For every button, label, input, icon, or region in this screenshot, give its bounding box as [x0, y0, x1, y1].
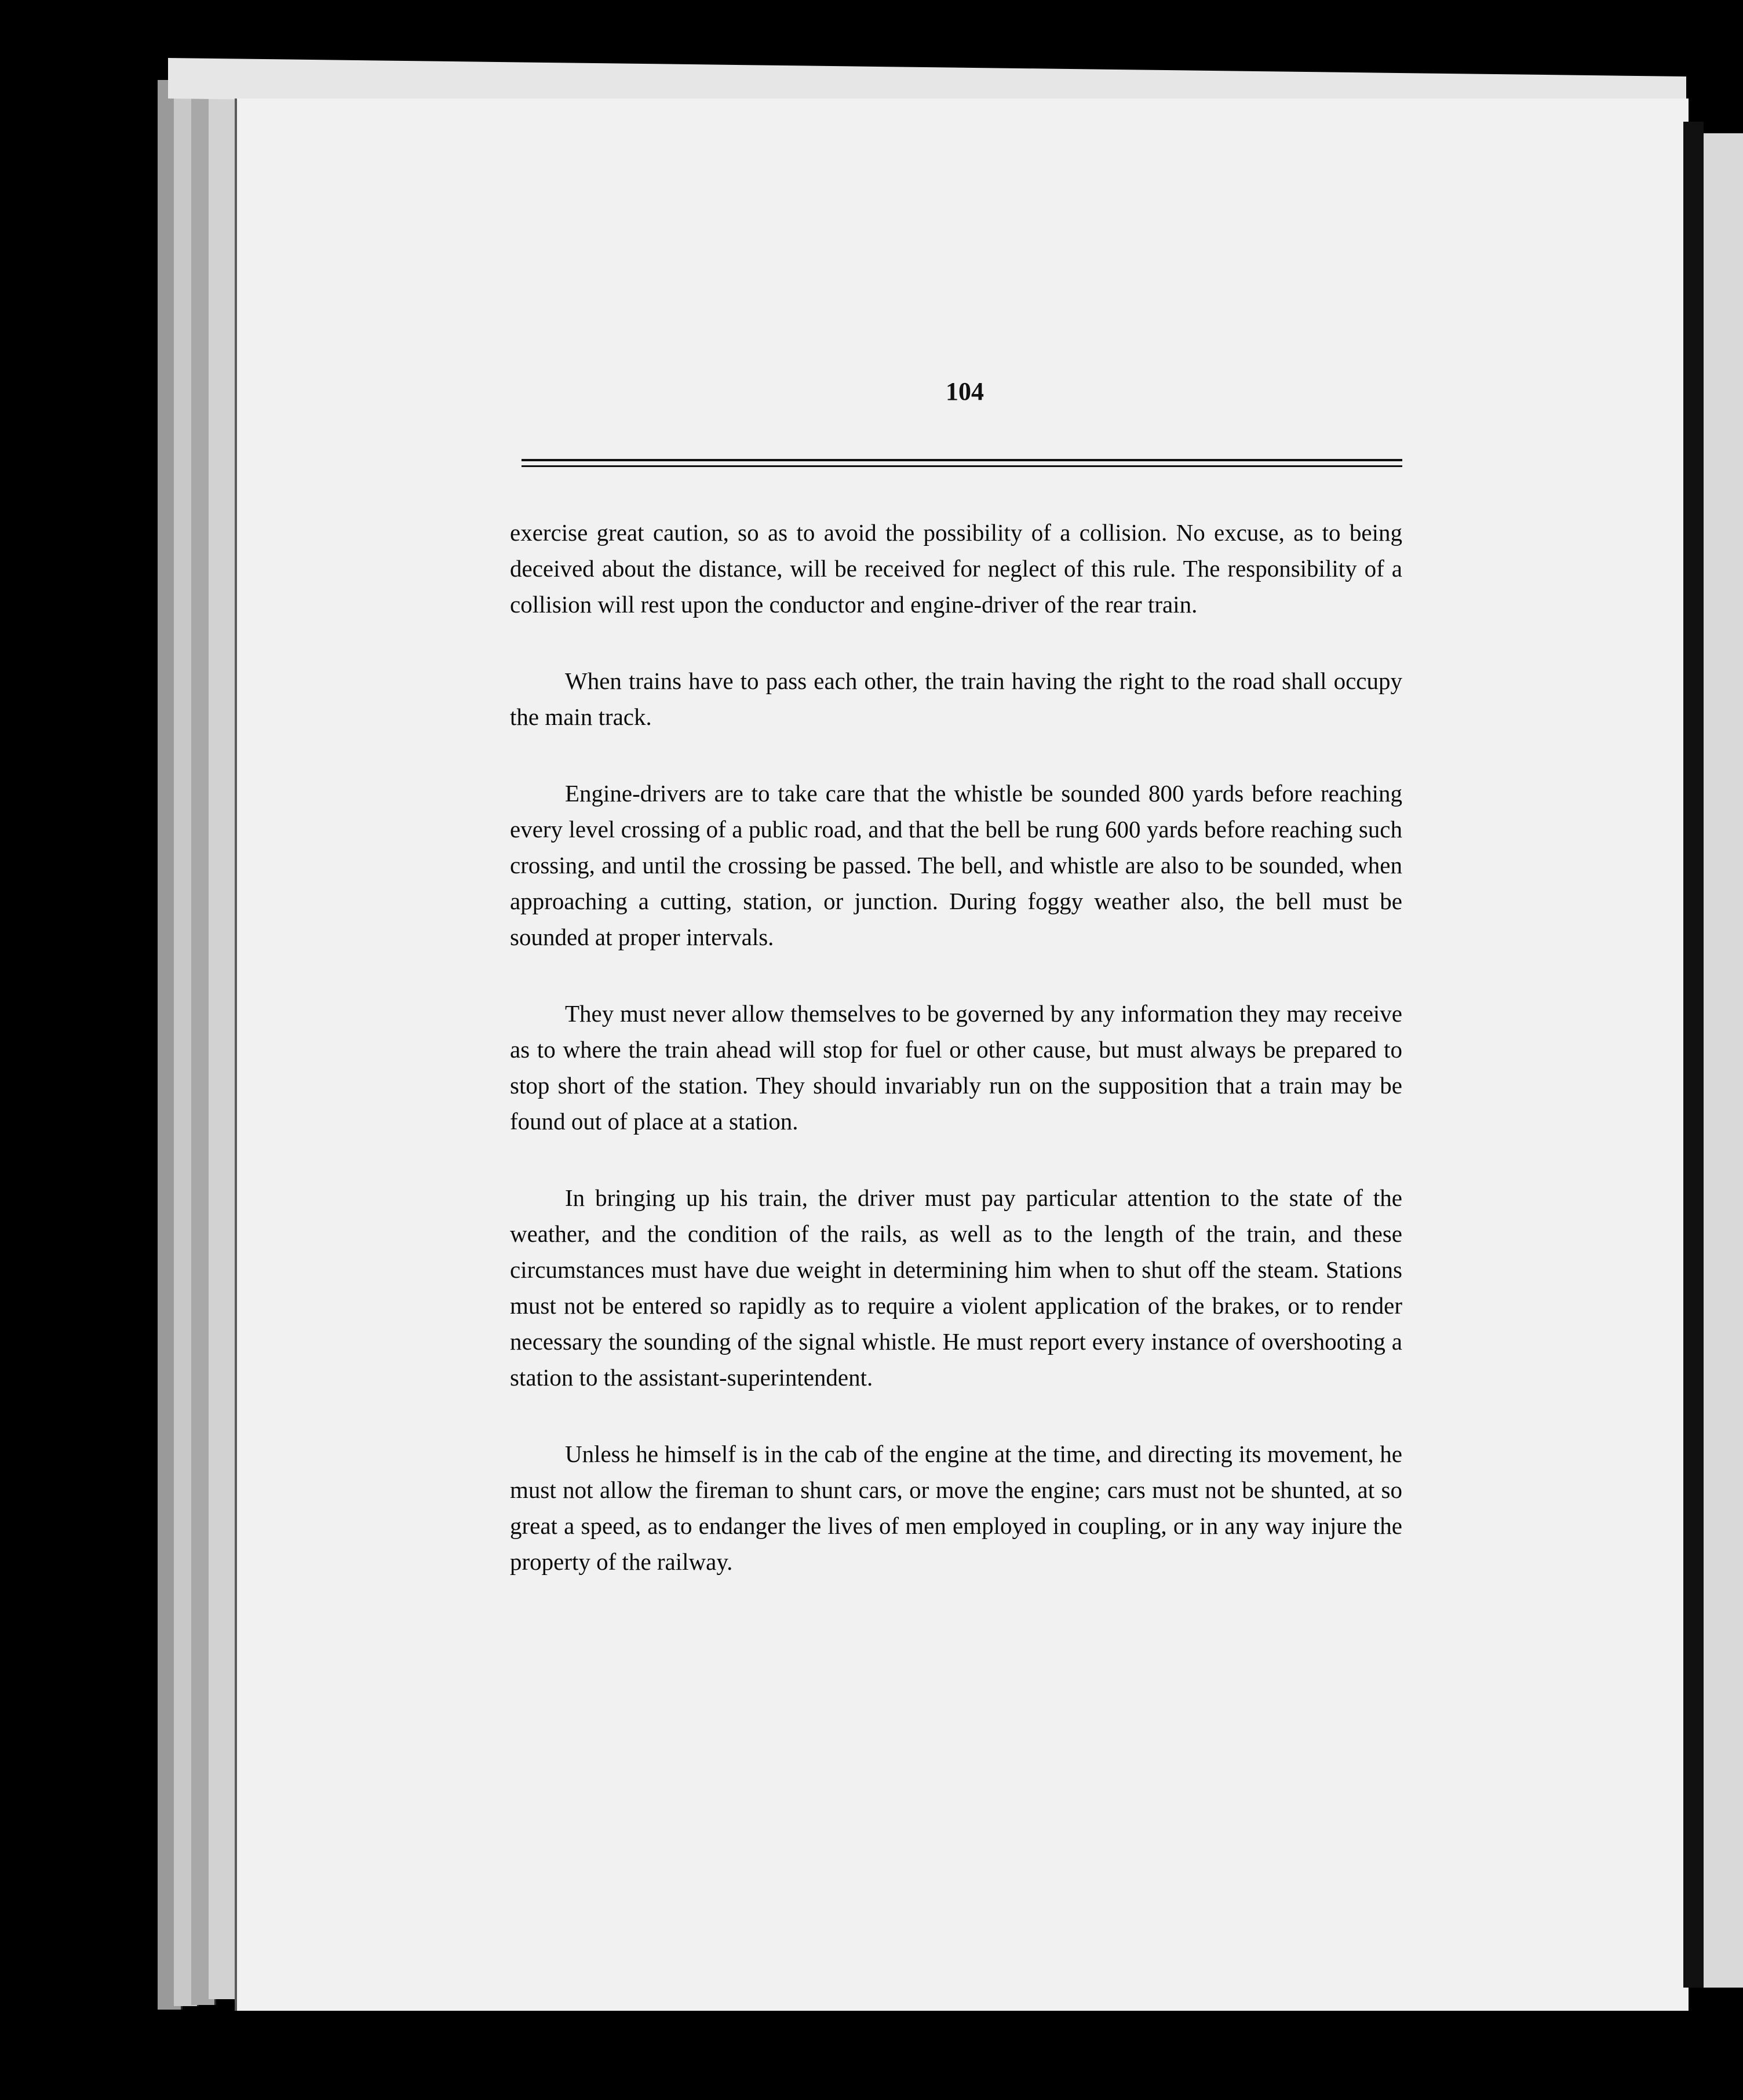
- page-number: 104: [946, 377, 984, 406]
- facing-page-edge: [1704, 133, 1743, 1988]
- book-page-stack-edge: [209, 93, 236, 1999]
- paragraph: Engine-drivers are to take care that the whistle be sounded 800 yards before reaching every level crossing of a public road, and that the bell be rung 600 yards before reaching such crossing, and until the crossing be passed. The bell, and whistle are also to be sounded, when approaching a cutting, station, or junction. During foggy weather also, the bell must be sounded at proper intervals.: [510, 780, 1402, 950]
- paragraph: Unless he himself is in the cab of the engine at the time, and directing its movement, he must not allow the fireman to shunt cars, or move the engine; cars must not be shunted, at so great a speed, as to endanger the lives of men employed in coupling, or in any way injure the property of the railway.: [510, 1441, 1402, 1575]
- paragraph: In bringing up his train, the driver must pay particular attention to the state of the weather, and the condition of the rails, as well as to the length of the train, and these circumstances must have due weight in determining him when to shut off the steam. Stations must not be entered so rapidly as to require a violent application of the brakes, or to render necessary the sounding of the signal whistle. He must report every instance of overshooting a station to the assistant-superintendent.: [510, 1184, 1402, 1391]
- paragraph: exercise great caution, so as to avoid the possibility of a collision. No excuse, as to being deceived about the distance, will be received for neglect of this rule. The responsibility of a collision will rest upon the conductor and engine-driver of the rear train.: [510, 519, 1402, 618]
- gutter-shadow: [1683, 122, 1704, 1988]
- header-rule: [522, 459, 1402, 461]
- paragraph: When trains have to pass each other, the train having the right to the road shall occupy the main track.: [510, 668, 1402, 730]
- header-rule: [522, 465, 1402, 467]
- paragraph: They must never allow themselves to be governed by any information they may receive as to where the train ahead will stop for fuel or other cause, but must always be prepared to stop short of the station. They should invariably run on the supposition that a train may be found out of place at a station.: [510, 1000, 1402, 1135]
- body-text: [510, 515, 1402, 1620]
